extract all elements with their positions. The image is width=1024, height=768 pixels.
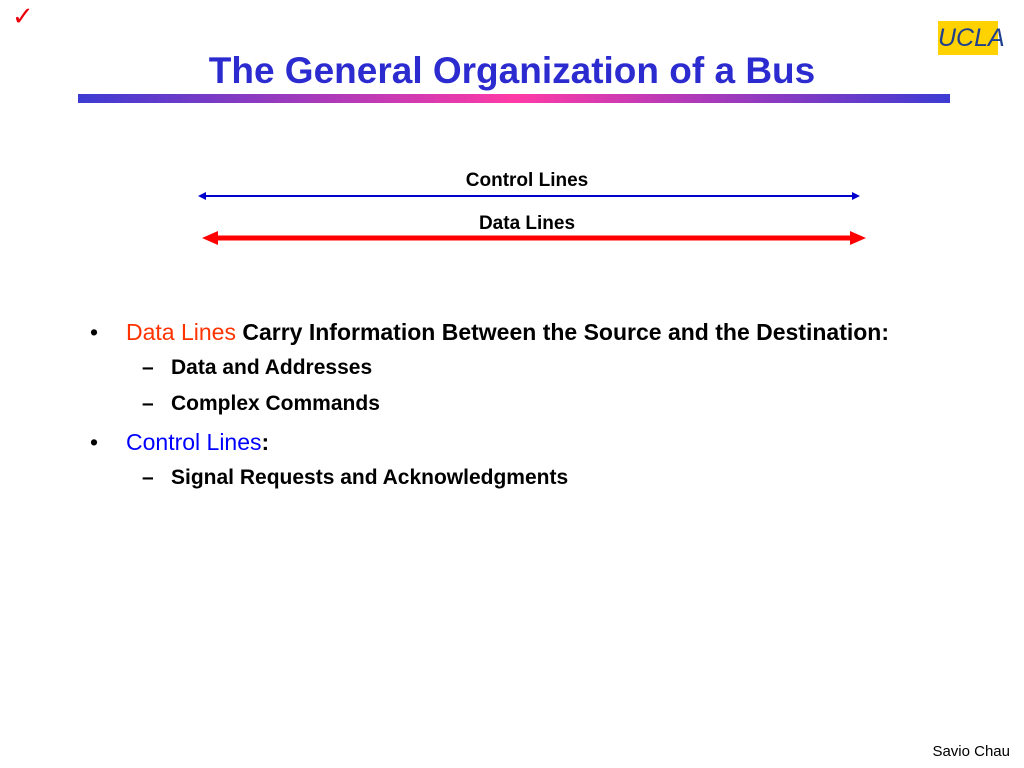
bullet-highlight-data-lines: Data Lines	[126, 319, 236, 345]
dash-marker: –	[142, 356, 154, 379]
bullet-highlight-control-lines: Control Lines	[126, 429, 262, 455]
slide-title: The General Organization of a Bus	[208, 50, 816, 91]
dash-marker: –	[142, 466, 154, 489]
sub-bullet-text: Data and Addresses	[171, 356, 373, 379]
control-lines-label: Control Lines	[465, 170, 589, 191]
data-lines-label: Data Lines	[478, 213, 576, 234]
bullet-control-lines	[90, 425, 950, 459]
bullet-text: :	[261, 429, 270, 455]
sub-bullet-text: Signal Requests and Acknowledgments	[171, 466, 569, 489]
bullet-marker: •	[90, 319, 99, 345]
title-underline-bar	[78, 94, 950, 103]
ucla-logo: UCLA	[938, 21, 998, 55]
bullet-marker: •	[90, 429, 99, 455]
sub-bullet-complex-commands	[90, 389, 950, 419]
sub-bullet-data-addresses	[90, 353, 950, 383]
checkmark-icon: ✓	[12, 2, 34, 32]
sub-bullet-text: Complex Commands	[171, 392, 380, 415]
bullet-list	[90, 315, 950, 499]
footer-author: Savio Chau	[932, 743, 1010, 760]
bullet-data-lines	[90, 315, 950, 349]
bullet-text: Carry Information Between the Source and the Destination:	[235, 319, 890, 345]
dash-marker: –	[142, 392, 154, 415]
sub-bullet-signal-requests	[90, 463, 950, 493]
